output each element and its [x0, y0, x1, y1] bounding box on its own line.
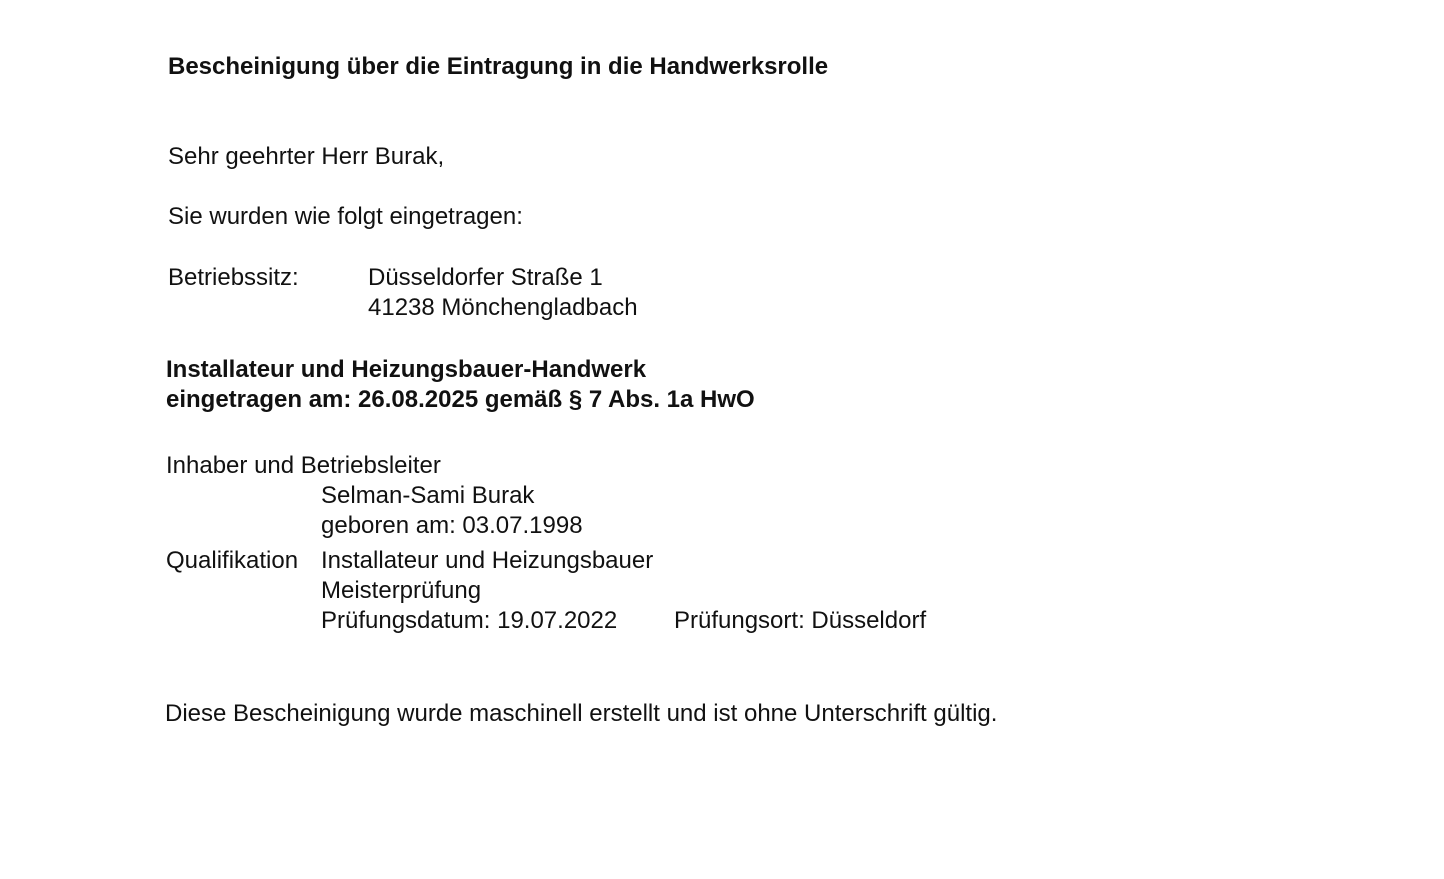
qualification-exam: Meisterprüfung	[321, 577, 482, 604]
qualification-exam-date: Prüfungsdatum: 19.07.2022	[321, 607, 618, 634]
business-seat-label: Betriebssitz:	[168, 264, 299, 291]
trade-name: Installateur und Heizungsbauer-Handwerk	[166, 356, 647, 383]
owner-name: Selman-Sami Burak	[321, 482, 535, 509]
owner-birthdate: geboren am: 03.07.1998	[321, 512, 583, 539]
business-seat-street: Düsseldorfer Straße 1	[368, 264, 603, 291]
document-title: Bescheinigung über die Eintragung in die Handwerksrolle	[168, 53, 829, 80]
trade-registration: eingetragen am: 26.08.2025 gemäß § 7 Abs. 1a HwO	[166, 386, 755, 413]
intro-text: Sie wurden wie folgt eingetragen:	[168, 203, 523, 230]
salutation: Sehr geehrter Herr Burak,	[168, 143, 445, 170]
qualification-title: Installateur und Heizungsbauer	[321, 547, 654, 574]
qualification-exam-place: Prüfungsort: Düsseldorf	[674, 607, 927, 634]
owner-label: Inhaber und Betriebsleiter	[166, 452, 441, 479]
qualification-label: Qualifikation	[166, 547, 299, 574]
footer-note: Diese Bescheinigung wurde maschinell erstellt und ist ohne Unterschrift gültig.	[165, 700, 998, 727]
business-seat-city: 41238 Mönchengladbach	[368, 294, 638, 321]
